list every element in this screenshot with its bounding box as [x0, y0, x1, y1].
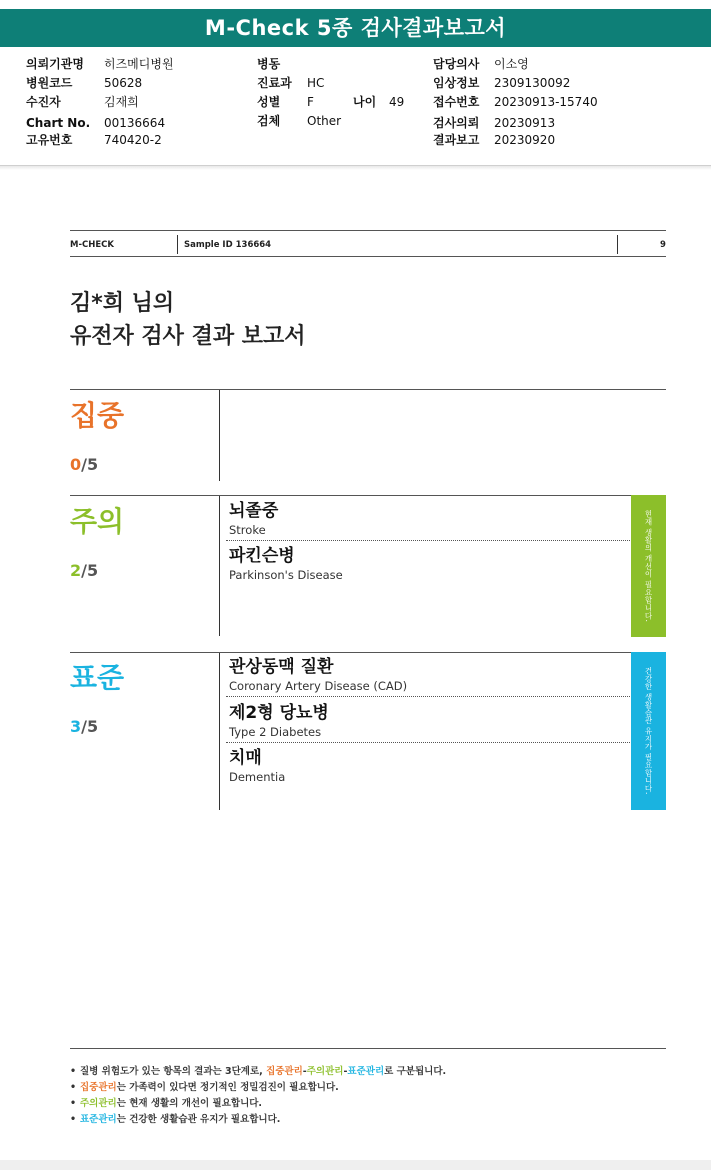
ward-label: 병동 — [257, 57, 281, 71]
patient-value: 김재희 — [104, 95, 139, 109]
request-date-value: 20230913 — [494, 116, 556, 130]
footnote-1: • 질병 위험도가 있는 항목의 결과는 3단계로, 집중관리-주의관리-표준관리로 구분됩니다. — [70, 1066, 447, 1077]
disease-name-en: Stroke — [229, 523, 266, 537]
sex-value: F — [307, 95, 314, 109]
result-date-label: 결과보고 — [433, 133, 480, 147]
report-page — [0, 170, 711, 1158]
standard-section-divider — [219, 653, 220, 810]
disease-name-kr: 관상동맥 질환 — [229, 657, 334, 677]
focus-section-rule — [70, 389, 666, 390]
footnote-4: • 표준관리는 건강한 생활습관 유지가 필요합니다. — [70, 1114, 281, 1125]
caution-section-name: 주의 — [70, 505, 125, 538]
patient-label: 수진자 — [26, 95, 61, 109]
footnote-rule — [70, 1048, 666, 1049]
age-value: 49 — [389, 95, 405, 109]
caution-section-count: 2/5 — [70, 561, 99, 580]
department-label: 진료과 — [257, 76, 292, 90]
report-title: M-Check 5종 검사결과보고서 — [204, 16, 507, 40]
specimen-label: 검체 — [257, 114, 281, 128]
sex-label: 성별 — [257, 95, 281, 109]
standard-section-count: 3/5 — [70, 717, 99, 736]
institution-label: 의뢰기관명 — [26, 57, 84, 71]
caution-section-rule — [70, 495, 666, 496]
bottom-strip — [0, 1160, 711, 1170]
patient-info-block — [0, 52, 711, 162]
clinical-info-label: 임상정보 — [433, 76, 480, 90]
focus-section-divider — [219, 390, 220, 481]
page-header-divider-2 — [617, 235, 618, 254]
disease-name-en: Dementia — [229, 770, 286, 784]
specimen-value: Other — [307, 114, 342, 128]
clinical-info-value: 2309130092 — [494, 76, 571, 90]
focus-section-count: 0/5 — [70, 455, 99, 474]
chart-no-label: Chart No. — [26, 116, 91, 130]
disease-name-en: Type 2 Diabetes — [229, 725, 322, 739]
department-value: HC — [307, 76, 325, 90]
chart-no-value: 00136664 — [104, 116, 166, 130]
item-separator — [226, 696, 630, 697]
brand-label: M-CHECK — [70, 240, 114, 250]
disease-name-en: Coronary Artery Disease (CAD) — [229, 679, 408, 693]
focus-section-name: 집중 — [70, 399, 125, 432]
age-label: 나이 — [353, 95, 377, 109]
page-header-divider-1 — [177, 235, 178, 254]
standard-side-tab — [631, 652, 666, 810]
disease-name-kr: 제2형 당뇨병 — [229, 703, 329, 723]
request-date-label: 검사의뢰 — [433, 116, 480, 130]
sample-id: Sample ID 136664 — [184, 240, 272, 250]
page-header-bottom-rule — [70, 256, 666, 257]
doctor-label: 담당의사 — [433, 57, 480, 71]
receipt-number-label: 접수번호 — [433, 95, 480, 109]
result-date-value: 20230920 — [494, 133, 556, 147]
page-header-top-rule — [70, 230, 666, 231]
footnote-2: • 집중관리는 가족력이 있다면 정기적인 정밀검진이 필요합니다. — [70, 1082, 339, 1093]
hospital-code-label: 병원코드 — [26, 76, 73, 90]
doctor-value: 이소영 — [494, 57, 529, 71]
institution-value: 히즈메디병원 — [104, 57, 174, 71]
standard-section-rule — [70, 652, 666, 653]
unique-number-value: 740420-2 — [104, 133, 162, 147]
standard-section-name: 표준 — [70, 661, 125, 694]
page-number: 9 — [660, 240, 666, 250]
standard-side-text: 건강한 생활습관 유지가 필요합니다. — [644, 667, 653, 795]
caution-section-divider — [219, 496, 220, 636]
item-separator — [226, 742, 630, 743]
receipt-number-value: 20230913-15740 — [494, 95, 598, 109]
report-heading-line2: 유전자 검사 결과 보고서 — [70, 324, 306, 349]
hospital-code-value: 50628 — [104, 76, 143, 90]
disease-name-en: Parkinson's Disease — [229, 568, 343, 582]
disease-name-kr: 치매 — [229, 748, 262, 768]
report-title-bar — [0, 9, 711, 47]
disease-name-kr: 뇌졸중 — [229, 501, 279, 521]
footnotes — [70, 1064, 666, 1128]
caution-side-tab — [631, 495, 666, 637]
disease-name-kr: 파킨슨병 — [229, 546, 295, 566]
footnote-3: • 주의관리는 현재 생활의 개선이 필요합니다. — [70, 1098, 263, 1109]
caution-side-text: 현재 생활의 개선이 필요합니다. — [644, 509, 653, 623]
item-separator — [226, 540, 630, 541]
report-heading-line1: 김*희 님의 — [70, 291, 175, 316]
unique-number-label: 고유번호 — [26, 133, 73, 147]
